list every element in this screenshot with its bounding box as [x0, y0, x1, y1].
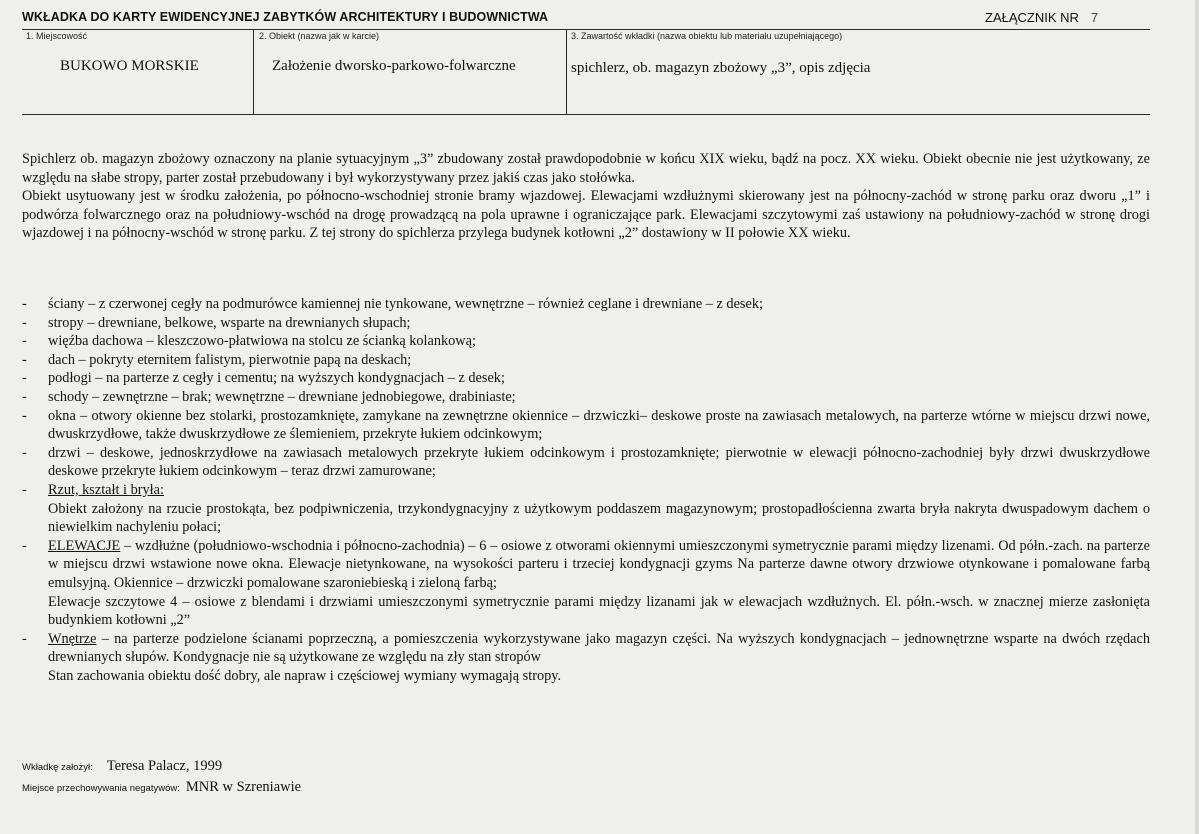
list-item-text: ściany – z czerwonej cegły na podmurówce kamiennej nie tynkowane, wewnętrzne – również ceglane i drewniane – z desek;: [48, 296, 763, 312]
list-item-text: stropy – drewniane, belkowe, wsparte na drewnianych słupach;: [48, 314, 411, 331]
author-label: Wkładkę założył:: [22, 762, 93, 773]
bullet-dash: -: [22, 388, 27, 405]
annex-number: 7: [1090, 10, 1099, 25]
annex-label: [985, 10, 1098, 25]
bullet-dash: -: [22, 314, 27, 331]
field-divider-2: [566, 29, 567, 115]
intro-paragraph-1: Spichlerz ob. magazyn zbożowy oznaczony na planie sytuacyjnym „3” zbudowany został prawdopodobnie w końcu XIX wieku, bądź na pocz. XX wieku. Obiekt obecnie nie jest użytkowany, ze względu na słabe stropy, parter został przebudowany i był wykorzystywany przez jakiś czas jako stołówka.: [22, 151, 1150, 186]
list-item-text: – na parterze podzielone ścianami poprzeczną, a pomieszczenia wykorzystywane jako magazyn części. Na wyższych kondygnacjach – jednownętrzne wsparte na dwóch rzędach drewnianych słupów. Kondygnacje nie są użytkowane ze względu na zły stan stropów: [48, 630, 1150, 666]
author-value: Teresa Palacz, 1999: [106, 758, 223, 774]
storage-label: Miejsce przechowywania negatywów:: [22, 783, 180, 794]
list-item-text: podłogi – na parterze z cegły i cementu; na wyższych kondygnacjach – z desek;: [48, 370, 505, 387]
storage-value: MNR w Szreniawie: [185, 779, 302, 795]
list-item: [22, 295, 1150, 314]
intro-paragraph-2: Obiekt usytuowany jest w środku założenia, po północno-wschodniej stronie bramy wjazdowej. Elewacjami wzdłużnymi skierowany jest na północny-zachód w stronę parku oraz dworu „1” i podwórza folwarcznego oraz na południowy-wschód na drogę prowadzącą na pola uprawne i ograniczające park. Elewacjami szczytowymi zaś ustawiony na południowy-zachód w stronę drogi wjazdowej i na północny-wschód w stronę parku. Z tej strony do spichlerza przylega budynek kotłowni „2” dostawiony w II połowie XX wieku.: [22, 188, 1150, 242]
storage-line: [22, 778, 301, 796]
list-item-text: Elewacje szczytowe 4 – osiowe z blendami i drzwiami umieszczonymi symetrycznie parami między lizanami jak w elewacjach wzdłużnych. El. półn.-wsch. w znacznej mierze zasłonięta budynkiem kotłowni „2”: [48, 593, 1150, 629]
list-item: [22, 444, 1150, 481]
list-item-text: – wzdłużne (południowo-wschodnia i północno-zachodnia) – 6 – osiowe z otworami okiennymi umieszczonymi symetrycznie parami między lizenami. Od półn.-zach. na parterze w miejscu drzwi wstawione nowe okna. Elewacje nietynkowane, na wysokości parteru i trzeciej kondygnacji gzyms Na parterze dawne otwory drzwiowe otynkowane i pomalowane farbą emulsyjną. Okiennice – drzwiczki pomalowane szaroniebieską i zieloną farbą;: [48, 537, 1150, 591]
author-line: [22, 757, 222, 775]
scan-edge: [1195, 0, 1199, 834]
list-item: [22, 351, 1150, 370]
field-3-label: 3. Zawartość wkładki (nazwa obiektu lub materiału uzupełniającego): [571, 31, 843, 41]
list-item: [22, 314, 1150, 333]
bullet-dash: -: [22, 351, 27, 368]
list-item: [22, 481, 1150, 537]
field-2-label: 2. Obiekt (nazwa jak w karcie): [259, 31, 380, 41]
bullet-dash: -: [22, 370, 27, 387]
section-heading-interior: Wnętrze: [48, 630, 97, 647]
list-item-text: Obiekt założony na rzucie prostokąta, bez podpiwniczenia, trzykondygnacyjny z użytkowym poddaszem magazynowym; prostopadłościenna zwarta bryła nakryta dwuspadowym dachem o niewielkim nachyleniu połaci;: [48, 500, 1150, 536]
annex-label-text: ZAŁĄCZNIK NR: [985, 10, 1079, 25]
list-item-text: Stan zachowania obiektu dość dobry, ale napraw i częściowej wymiany wymagają stropy.: [48, 667, 562, 684]
list-item-text: okna – otwory okienne bez stolarki, prostozamknięte, zamykane na zewnętrzne okiennice – drzwiczki– deskowe proste na zawiasach metalowych, na parterze wtórne w miejscu drzwi nowe, dwuskrzydłowe, także dwuskrzydłowe ze ślemieniem, przekryte łukiem odcinkowym;: [48, 407, 1150, 443]
list-item-text: drzwi – deskowe, jednoskrzydłowe na zawiasach metalowych przekryte łukiem odcinkowym i prostozamknięte; pierwotnie w elewacji północno-zachodniej były drzwi dwuskrzydłowe deskowe przekryte łukiem odcinkowym – teraz drzwi zamurowane;: [48, 444, 1150, 480]
list-item: [22, 332, 1150, 351]
bullet-dash: -: [22, 481, 27, 498]
field-1-label: 1. Miejscowość: [26, 31, 88, 41]
bullet-dash: -: [22, 444, 27, 461]
bullet-dash: -: [22, 630, 27, 647]
bullet-dash: -: [22, 333, 27, 350]
bullet-dash: -: [22, 296, 27, 312]
list-item: [22, 537, 1150, 630]
field-divider-1: [253, 29, 254, 115]
bullet-dash: -: [22, 407, 27, 424]
list-item-text: schody – zewnętrzne – brak; wewnętrzne – drewniane jednobiegowe, drabiniaste;: [48, 388, 516, 405]
field-3-value: spichlerz, ob. magazyn zbożowy „3”, opis zdjęcia: [571, 60, 871, 76]
list-item: [22, 388, 1150, 407]
list-item: [22, 630, 1150, 686]
section-heading-elevations: ELEWACJE: [48, 537, 121, 554]
section-heading-plan: Rzut, kształt i bryła:: [48, 481, 164, 498]
list-item: [22, 369, 1150, 388]
field-1-value: BUKOWO MORSKIE: [60, 58, 199, 74]
intro-text: [22, 150, 1150, 243]
fields-bottom-rule: [22, 114, 1150, 115]
field-2-value: Założenie dworsko-parkowo-folwarczne: [272, 58, 516, 74]
header-rule: [22, 29, 1150, 30]
list-item-text: dach – pokryty eternitem falistym, pierwotnie papą na deskach;: [48, 351, 412, 368]
list-item: [22, 407, 1150, 444]
bullet-dash: -: [22, 537, 27, 554]
list-item-text: więźba dachowa – kleszczowo-płatwiowa na stolcu ze ścianką kolankową;: [48, 333, 476, 350]
form-title: WKŁADKA DO KARTY EWIDENCYJNEJ ZABYTKÓW ARCHITEKTURY I BUDOWNICTWA: [22, 10, 549, 24]
description-list: [22, 295, 1150, 685]
